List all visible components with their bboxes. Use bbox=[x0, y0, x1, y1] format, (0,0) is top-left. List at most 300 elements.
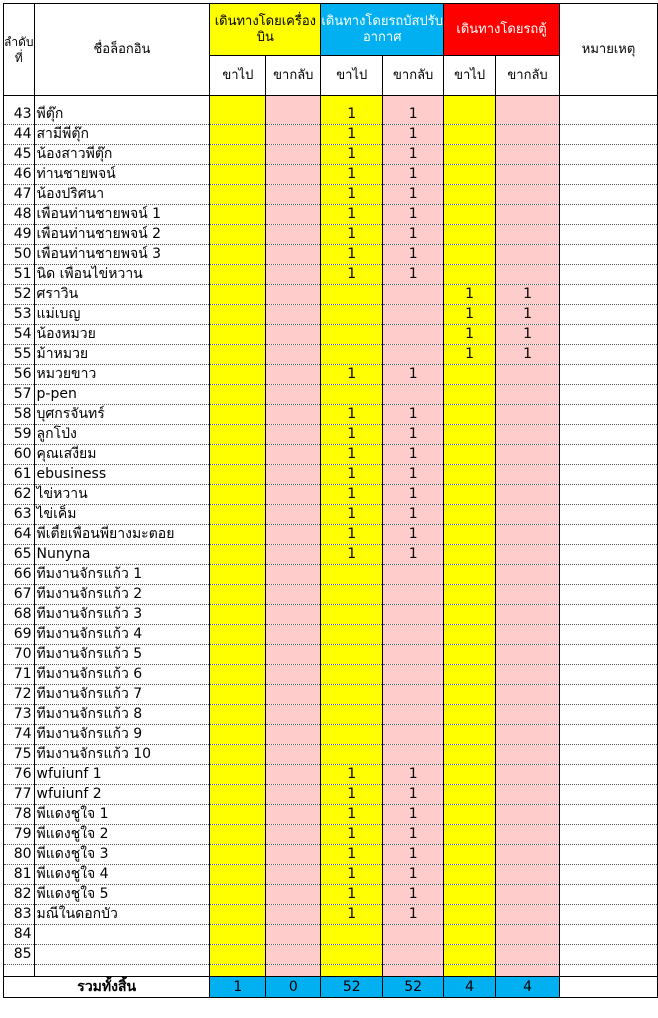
cell-note bbox=[560, 525, 658, 545]
cell-note bbox=[560, 125, 658, 145]
cell-van-return bbox=[496, 245, 560, 265]
cell-air-go bbox=[210, 265, 266, 285]
cell-bus-go: 1 bbox=[321, 445, 383, 465]
cell-air-go bbox=[210, 745, 266, 765]
cell-note bbox=[560, 685, 658, 705]
cell-van-go bbox=[444, 225, 496, 245]
cell-van-go bbox=[444, 365, 496, 385]
row-number: 64 bbox=[4, 525, 35, 545]
row-login-name: ทีมงานจักรแก้ว 7 bbox=[34, 685, 210, 705]
row-login-name: น้องสาวพี่ตุ๊ก bbox=[34, 145, 210, 165]
row-number: 51 bbox=[4, 265, 35, 285]
row-number: 83 bbox=[4, 905, 35, 925]
cell-note bbox=[560, 605, 658, 625]
cell-air-return bbox=[266, 245, 321, 265]
cell-bus-return bbox=[383, 685, 444, 705]
cell-note bbox=[560, 465, 658, 485]
cell-bus-return bbox=[383, 305, 444, 325]
cell-bus-go: 1 bbox=[321, 205, 383, 225]
row-number: 79 bbox=[4, 825, 35, 845]
cell-bus-return bbox=[383, 285, 444, 305]
cell-bus-go: 1 bbox=[321, 465, 383, 485]
cell-van-go bbox=[444, 265, 496, 285]
cell-van-return bbox=[496, 185, 560, 205]
cell-note bbox=[560, 585, 658, 605]
travel-table bbox=[3, 3, 658, 998]
row-number: 70 bbox=[4, 645, 35, 665]
cell-van-go bbox=[444, 165, 496, 185]
row-login-name: Nunyna bbox=[34, 545, 210, 565]
cell-bus-go: 1 bbox=[321, 825, 383, 845]
total-air-return: 0 bbox=[266, 977, 321, 998]
table-row bbox=[4, 325, 658, 345]
row-number: 77 bbox=[4, 785, 35, 805]
row-number: 72 bbox=[4, 685, 35, 705]
cell-bus-go bbox=[321, 705, 383, 725]
cell-note bbox=[560, 885, 658, 905]
cell-van-return: 1 bbox=[496, 345, 560, 365]
table-row bbox=[4, 725, 658, 745]
row-login-name: เพื่อนท่านชายพจน์ 1 bbox=[34, 205, 210, 225]
cell-air-go bbox=[210, 445, 266, 465]
row-number: 71 bbox=[4, 665, 35, 685]
cell-van-return bbox=[496, 825, 560, 845]
row-login-name: wfuiunf 1 bbox=[34, 765, 210, 785]
cell-note bbox=[560, 385, 658, 405]
cell-van-go bbox=[444, 465, 496, 485]
cell-van-go bbox=[444, 645, 496, 665]
table-row bbox=[4, 885, 658, 905]
table-row bbox=[4, 305, 658, 325]
cell-note bbox=[560, 845, 658, 865]
cell-air-go bbox=[210, 165, 266, 185]
cell-note bbox=[560, 545, 658, 565]
cell-van-go: 1 bbox=[444, 345, 496, 365]
cell-air-go bbox=[210, 345, 266, 365]
cell-note bbox=[560, 345, 658, 365]
cell-air-go bbox=[210, 645, 266, 665]
cell-bus-return: 1 bbox=[383, 865, 444, 885]
table-row bbox=[4, 145, 658, 165]
spacer-row bbox=[4, 96, 658, 106]
cell-bus-go bbox=[321, 325, 383, 345]
cell-note bbox=[560, 825, 658, 845]
table-row bbox=[4, 825, 658, 845]
cell-bus-go: 1 bbox=[321, 885, 383, 905]
row-number: 66 bbox=[4, 565, 35, 585]
cell-air-return bbox=[266, 825, 321, 845]
header-group-bus: เดินทางโดยรถบัสปรับอากาศ bbox=[321, 4, 444, 56]
cell-note bbox=[560, 365, 658, 385]
row-login-name: พี่เตี้ยเพื่อนพี่ยางมะตอย bbox=[34, 525, 210, 545]
gap-row bbox=[4, 965, 658, 977]
cell-van-go bbox=[444, 145, 496, 165]
cell-bus-go: 1 bbox=[321, 365, 383, 385]
cell-van-go bbox=[444, 785, 496, 805]
cell-note bbox=[560, 785, 658, 805]
cell-van-return bbox=[496, 545, 560, 565]
cell-bus-return: 1 bbox=[383, 145, 444, 165]
row-number: 73 bbox=[4, 705, 35, 725]
cell-air-return bbox=[266, 925, 321, 945]
row-login-name: ท่านชายพจน์ bbox=[34, 165, 210, 185]
cell-note bbox=[560, 505, 658, 525]
cell-bus-return bbox=[383, 625, 444, 645]
table-row bbox=[4, 705, 658, 725]
row-login-name bbox=[34, 925, 210, 945]
row-login-name: wfuiunf 2 bbox=[34, 785, 210, 805]
cell-air-go bbox=[210, 245, 266, 265]
cell-note bbox=[560, 565, 658, 585]
cell-van-return bbox=[496, 565, 560, 585]
row-number: 47 bbox=[4, 185, 35, 205]
total-van-return: 4 bbox=[496, 977, 560, 998]
row-number: 53 bbox=[4, 305, 35, 325]
table-row bbox=[4, 565, 658, 585]
row-number: 78 bbox=[4, 805, 35, 825]
cell-van-return bbox=[496, 145, 560, 165]
cell-bus-go bbox=[321, 925, 383, 945]
row-number: 45 bbox=[4, 145, 35, 165]
cell-air-go bbox=[210, 405, 266, 425]
row-login-name: ทีมงานจักรแก้ว 2 bbox=[34, 585, 210, 605]
table-row bbox=[4, 485, 658, 505]
cell-air-return bbox=[266, 545, 321, 565]
row-number: 63 bbox=[4, 505, 35, 525]
table-row bbox=[4, 605, 658, 625]
cell-bus-return: 1 bbox=[383, 185, 444, 205]
total-air-go: 1 bbox=[210, 977, 266, 998]
cell-note bbox=[560, 205, 658, 225]
cell-bus-go: 1 bbox=[321, 785, 383, 805]
cell-note bbox=[560, 925, 658, 945]
totals-label: รวมทั้งสิ้น bbox=[4, 977, 210, 998]
cell-bus-go bbox=[321, 305, 383, 325]
cell-air-go bbox=[210, 625, 266, 645]
cell-van-go bbox=[444, 765, 496, 785]
cell-van-return bbox=[496, 105, 560, 125]
cell-bus-return bbox=[383, 705, 444, 725]
row-login-name: ไข่เค็ม bbox=[34, 505, 210, 525]
row-number: 58 bbox=[4, 405, 35, 425]
cell-bus-go: 1 bbox=[321, 845, 383, 865]
cell-van-go bbox=[444, 905, 496, 925]
cell-note bbox=[560, 745, 658, 765]
row-login-name: สามีพี่ตุ๊ก bbox=[34, 125, 210, 145]
cell-air-return bbox=[266, 145, 321, 165]
cell-air-go bbox=[210, 485, 266, 505]
cell-van-return bbox=[496, 845, 560, 865]
table-row bbox=[4, 645, 658, 665]
cell-air-return bbox=[266, 885, 321, 905]
cell-air-return bbox=[266, 125, 321, 145]
cell-van-return bbox=[496, 665, 560, 685]
cell-van-go bbox=[444, 945, 496, 965]
cell-air-return bbox=[266, 385, 321, 405]
table-row bbox=[4, 585, 658, 605]
total-bus-return: 52 bbox=[383, 977, 444, 998]
header-bus-return: ขากลับ bbox=[383, 56, 444, 96]
row-login-name: น้องหมวย bbox=[34, 325, 210, 345]
cell-air-go bbox=[210, 505, 266, 525]
cell-van-go bbox=[444, 745, 496, 765]
header-air-return: ขากลับ bbox=[266, 56, 321, 96]
row-number: 46 bbox=[4, 165, 35, 185]
cell-air-return bbox=[266, 445, 321, 465]
table-row bbox=[4, 225, 658, 245]
cell-van-go bbox=[444, 925, 496, 945]
cell-van-return bbox=[496, 905, 560, 925]
cell-air-return bbox=[266, 645, 321, 665]
cell-bus-return bbox=[383, 665, 444, 685]
row-login-name: เพื่อนท่านชายพจน์ 2 bbox=[34, 225, 210, 245]
cell-air-return bbox=[266, 425, 321, 445]
cell-air-go bbox=[210, 565, 266, 585]
cell-van-go bbox=[444, 665, 496, 685]
row-login-name: แม่เบญ bbox=[34, 305, 210, 325]
cell-bus-go: 1 bbox=[321, 545, 383, 565]
row-number: 54 bbox=[4, 325, 35, 345]
cell-bus-return: 1 bbox=[383, 905, 444, 925]
cell-van-return bbox=[496, 705, 560, 725]
cell-air-go bbox=[210, 125, 266, 145]
cell-van-return bbox=[496, 865, 560, 885]
cell-bus-go: 1 bbox=[321, 765, 383, 785]
cell-air-go bbox=[210, 725, 266, 745]
cell-air-return bbox=[266, 845, 321, 865]
cell-van-return bbox=[496, 445, 560, 465]
row-login-name: นิด เพื่อนไข่หวาน bbox=[34, 265, 210, 285]
header-group-van: เดินทางโดยรถตู้ bbox=[444, 4, 560, 56]
cell-bus-return bbox=[383, 605, 444, 625]
cell-note bbox=[560, 765, 658, 785]
cell-van-go: 1 bbox=[444, 325, 496, 345]
cell-van-return: 1 bbox=[496, 305, 560, 325]
cell-air-go bbox=[210, 225, 266, 245]
cell-van-go bbox=[444, 845, 496, 865]
cell-van-go bbox=[444, 245, 496, 265]
cell-air-go bbox=[210, 945, 266, 965]
row-number: 52 bbox=[4, 285, 35, 305]
cell-bus-return: 1 bbox=[383, 165, 444, 185]
table-row bbox=[4, 205, 658, 225]
row-number: 75 bbox=[4, 745, 35, 765]
cell-air-go bbox=[210, 105, 266, 125]
cell-van-return bbox=[496, 405, 560, 425]
cell-van-go bbox=[444, 425, 496, 445]
row-number: 62 bbox=[4, 485, 35, 505]
table-row bbox=[4, 785, 658, 805]
row-number: 49 bbox=[4, 225, 35, 245]
cell-bus-return bbox=[383, 745, 444, 765]
cell-van-return bbox=[496, 365, 560, 385]
cell-note bbox=[560, 945, 658, 965]
row-number: 67 bbox=[4, 585, 35, 605]
cell-air-return bbox=[266, 945, 321, 965]
cell-van-return bbox=[496, 385, 560, 405]
cell-van-go bbox=[444, 205, 496, 225]
cell-note bbox=[560, 625, 658, 645]
cell-air-return bbox=[266, 405, 321, 425]
row-login-name: พี่แดงชูใจ 4 bbox=[34, 865, 210, 885]
cell-van-go bbox=[444, 125, 496, 145]
cell-van-go bbox=[444, 485, 496, 505]
row-number: 81 bbox=[4, 865, 35, 885]
cell-bus-go: 1 bbox=[321, 905, 383, 925]
cell-bus-go bbox=[321, 605, 383, 625]
cell-note bbox=[560, 445, 658, 465]
cell-air-go bbox=[210, 805, 266, 825]
cell-air-return bbox=[266, 685, 321, 705]
cell-air-return bbox=[266, 865, 321, 885]
cell-van-go bbox=[444, 405, 496, 425]
cell-air-go bbox=[210, 885, 266, 905]
cell-air-return bbox=[266, 345, 321, 365]
cell-van-go bbox=[444, 805, 496, 825]
cell-van-go: 1 bbox=[444, 305, 496, 325]
cell-note bbox=[560, 905, 658, 925]
cell-air-return bbox=[266, 785, 321, 805]
row-login-name: ทีมงานจักรแก้ว 3 bbox=[34, 605, 210, 625]
row-login-name: ลูกโป่ง bbox=[34, 425, 210, 445]
cell-bus-return: 1 bbox=[383, 445, 444, 465]
cell-bus-go bbox=[321, 685, 383, 705]
row-number: 59 bbox=[4, 425, 35, 445]
row-login-name: พี่แดงชูใจ 2 bbox=[34, 825, 210, 845]
row-login-name: พี่ตุ๊ก bbox=[34, 105, 210, 125]
cell-bus-go bbox=[321, 285, 383, 305]
cell-van-go bbox=[444, 605, 496, 625]
row-number: 61 bbox=[4, 465, 35, 485]
header-no: ลำดับที่ bbox=[4, 4, 35, 96]
row-login-name: ทีมงานจักรแก้ว 8 bbox=[34, 705, 210, 725]
cell-air-go bbox=[210, 825, 266, 845]
row-number: 44 bbox=[4, 125, 35, 145]
row-login-name: ม้าหมวย bbox=[34, 345, 210, 365]
cell-note bbox=[560, 265, 658, 285]
cell-van-return bbox=[496, 465, 560, 485]
cell-air-return bbox=[266, 225, 321, 245]
cell-air-go bbox=[210, 385, 266, 405]
row-number: 55 bbox=[4, 345, 35, 365]
cell-air-return bbox=[266, 665, 321, 685]
cell-air-go bbox=[210, 685, 266, 705]
cell-bus-return bbox=[383, 385, 444, 405]
row-number: 80 bbox=[4, 845, 35, 865]
table-row bbox=[4, 385, 658, 405]
cell-bus-go: 1 bbox=[321, 145, 383, 165]
cell-van-return bbox=[496, 785, 560, 805]
table-row bbox=[4, 685, 658, 705]
row-login-name: ทีมงานจักรแก้ว 5 bbox=[34, 645, 210, 665]
row-login-name: บุศกรจันทร์ bbox=[34, 405, 210, 425]
cell-note bbox=[560, 185, 658, 205]
cell-note bbox=[560, 425, 658, 445]
cell-van-go bbox=[444, 525, 496, 545]
table-row bbox=[4, 465, 658, 485]
header-air-go: ขาไป bbox=[210, 56, 266, 96]
cell-bus-return bbox=[383, 325, 444, 345]
cell-bus-return bbox=[383, 345, 444, 365]
cell-air-go bbox=[210, 545, 266, 565]
cell-air-return bbox=[266, 265, 321, 285]
cell-bus-go: 1 bbox=[321, 525, 383, 545]
header-van-go: ขาไป bbox=[444, 56, 496, 96]
cell-note bbox=[560, 705, 658, 725]
cell-bus-go: 1 bbox=[321, 105, 383, 125]
cell-van-return bbox=[496, 925, 560, 945]
cell-air-return bbox=[266, 765, 321, 785]
row-number: 84 bbox=[4, 925, 35, 945]
total-van-go: 4 bbox=[444, 977, 496, 998]
cell-note bbox=[560, 405, 658, 425]
cell-air-return bbox=[266, 705, 321, 725]
row-login-name: พี่แดงชูใจ 3 bbox=[34, 845, 210, 865]
row-number: 68 bbox=[4, 605, 35, 625]
table-row bbox=[4, 425, 658, 445]
cell-air-go bbox=[210, 325, 266, 345]
cell-air-return bbox=[266, 625, 321, 645]
cell-van-return bbox=[496, 125, 560, 145]
cell-air-go bbox=[210, 465, 266, 485]
cell-bus-go: 1 bbox=[321, 405, 383, 425]
row-login-name: หมวยขาว bbox=[34, 365, 210, 385]
row-login-name: ไข่หวาน bbox=[34, 485, 210, 505]
cell-van-return bbox=[496, 945, 560, 965]
cell-van-go bbox=[444, 385, 496, 405]
cell-bus-return: 1 bbox=[383, 125, 444, 145]
cell-air-return bbox=[266, 525, 321, 545]
row-number: 56 bbox=[4, 365, 35, 385]
cell-van-go bbox=[444, 825, 496, 845]
cell-van-return bbox=[496, 765, 560, 785]
header-bus-go: ขาไป bbox=[321, 56, 383, 96]
row-number: 60 bbox=[4, 445, 35, 465]
cell-van-go bbox=[444, 865, 496, 885]
row-login-name: ทีมงานจักรแก้ว 10 bbox=[34, 745, 210, 765]
table-row bbox=[4, 105, 658, 125]
cell-air-go bbox=[210, 605, 266, 625]
cell-note bbox=[560, 245, 658, 265]
cell-air-go bbox=[210, 705, 266, 725]
row-login-name: เพื่อนท่านชายพจน์ 3 bbox=[34, 245, 210, 265]
cell-bus-go: 1 bbox=[321, 505, 383, 525]
cell-bus-return: 1 bbox=[383, 225, 444, 245]
cell-air-go bbox=[210, 185, 266, 205]
cell-bus-go: 1 bbox=[321, 265, 383, 285]
table-row bbox=[4, 125, 658, 145]
cell-air-return bbox=[266, 105, 321, 125]
cell-bus-go bbox=[321, 385, 383, 405]
cell-van-go bbox=[444, 185, 496, 205]
table-row bbox=[4, 445, 658, 465]
cell-van-return bbox=[496, 725, 560, 745]
cell-bus-return: 1 bbox=[383, 505, 444, 525]
table-row bbox=[4, 265, 658, 285]
cell-air-return bbox=[266, 805, 321, 825]
cell-bus-return: 1 bbox=[383, 105, 444, 125]
cell-van-go bbox=[444, 445, 496, 465]
cell-bus-return: 1 bbox=[383, 805, 444, 825]
row-login-name: p-pen bbox=[34, 385, 210, 405]
row-number: 85 bbox=[4, 945, 35, 965]
table-row bbox=[4, 245, 658, 265]
cell-van-return bbox=[496, 885, 560, 905]
row-number: 48 bbox=[4, 205, 35, 225]
cell-bus-return bbox=[383, 925, 444, 945]
cell-bus-go bbox=[321, 585, 383, 605]
cell-note bbox=[560, 105, 658, 125]
